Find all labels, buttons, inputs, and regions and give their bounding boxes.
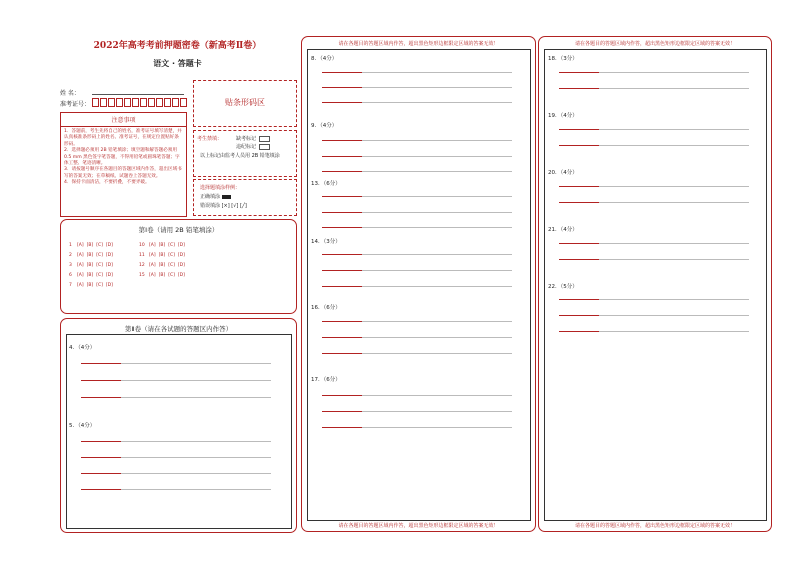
- exam-id-boxes[interactable]: [92, 98, 188, 107]
- notice-box: [60, 112, 187, 217]
- answer-line[interactable]: [559, 331, 599, 332]
- absent-label: 缺考标记: [236, 136, 257, 142]
- answer-line[interactable]: [362, 102, 512, 103]
- answer-line[interactable]: [121, 397, 271, 398]
- mark-box: [193, 130, 297, 177]
- answer-line[interactable]: [559, 129, 599, 130]
- answer-line[interactable]: [599, 145, 749, 146]
- question-13-label: 13．（6分）: [311, 181, 341, 187]
- question-8-label: 8．（4分）: [311, 56, 338, 62]
- answer-line[interactable]: [81, 397, 121, 398]
- exam-id-label: 准考证号：: [60, 101, 91, 108]
- answer-line[interactable]: [322, 411, 362, 412]
- question-4-label: 4．（4分）: [69, 345, 96, 351]
- answer-line[interactable]: [322, 140, 362, 141]
- violation-checkbox[interactable]: [259, 144, 270, 150]
- answer-line[interactable]: [322, 156, 362, 157]
- answer-line[interactable]: [559, 145, 599, 146]
- correct-fill-label: 正确填涂: [200, 194, 221, 200]
- filled-mark-icon: [222, 195, 231, 199]
- answer-line[interactable]: [559, 72, 599, 73]
- choice-row[interactable]: 3 [A] [B] [C] [D]: [69, 262, 113, 268]
- choice-row[interactable]: 1 [A] [B] [C] [D]: [69, 242, 113, 248]
- answer-line[interactable]: [81, 489, 121, 490]
- answer-line[interactable]: [322, 254, 362, 255]
- answer-line[interactable]: [81, 380, 121, 381]
- question-16-label: 16．（6分）: [311, 305, 341, 311]
- answer-line[interactable]: [322, 270, 362, 271]
- answer-line[interactable]: [362, 140, 512, 141]
- answer-line[interactable]: [322, 427, 362, 428]
- answer-line[interactable]: [121, 363, 271, 364]
- question-22-label: 22．（5分）: [548, 284, 578, 290]
- column-2-inner-frame: [307, 49, 531, 521]
- answer-line[interactable]: [362, 427, 512, 428]
- answer-line[interactable]: [362, 72, 512, 73]
- choice-row[interactable]: 10 [A] [B] [C] [D]: [139, 242, 185, 248]
- answer-line[interactable]: [322, 212, 362, 213]
- name-label: 姓 名：: [60, 90, 80, 97]
- answer-line[interactable]: [322, 353, 362, 354]
- answer-line[interactable]: [362, 353, 512, 354]
- boundary-warning-top: 请在各题目的答题区域内作答，超出黑色矩形边框限定区域的答案无效！: [338, 41, 499, 47]
- wrong-fill-label: 错误填涂: [200, 203, 221, 209]
- answer-line[interactable]: [559, 243, 599, 244]
- question-19-label: 19．（4分）: [548, 113, 578, 119]
- answer-line[interactable]: [362, 156, 512, 157]
- answer-line[interactable]: [362, 87, 512, 88]
- answer-line[interactable]: [599, 72, 749, 73]
- question-9-label: 9．（4分）: [311, 123, 338, 129]
- answer-line[interactable]: [362, 337, 512, 338]
- answer-line[interactable]: [322, 395, 362, 396]
- answer-line[interactable]: [81, 363, 121, 364]
- section1-title: 第Ⅰ卷（请用 2B 铅笔填涂）: [138, 226, 219, 234]
- wrong-marks: [×] [√] [╱]: [221, 203, 247, 209]
- section2-title: 第Ⅱ卷（请在各试题的答题区内作答）: [124, 325, 233, 333]
- absent-checkbox[interactable]: [259, 136, 270, 142]
- answer-line[interactable]: [81, 473, 121, 474]
- notice-title: 注意事项: [111, 117, 136, 124]
- boundary-warning-bottom: 请在各题目的答题区域内作答，超出黑色矩形边框限定区域的答案无效！: [338, 523, 499, 529]
- answer-line[interactable]: [121, 457, 271, 458]
- choice-row[interactable]: 7 [A] [B] [C] [D]: [69, 282, 113, 288]
- notice-item: 1．答题前，考生先将自己的姓名，准考证号填写清楚，并认真核准条形码上的姓名、准考证号，在规定位置贴好条形码。: [64, 129, 182, 147]
- name-field[interactable]: [92, 94, 184, 95]
- notice-item: 2．选择题必须用 2B 铅笔填涂；填空题和解答题必须用 0.5 mm 黑色签字笔答题，不得用铅笔或圆珠笔答题；字体工整、笔迹清晰。: [64, 148, 180, 167]
- answer-line[interactable]: [322, 72, 362, 73]
- answer-line[interactable]: [559, 186, 599, 187]
- question-20-label: 20．（4分）: [548, 170, 578, 176]
- choice-group-left: [69, 240, 116, 290]
- answer-line[interactable]: [81, 457, 121, 458]
- question-18-label: 18．（3分）: [548, 56, 578, 62]
- answer-line[interactable]: [322, 286, 362, 287]
- answer-line[interactable]: [559, 315, 599, 316]
- answer-line[interactable]: [599, 243, 749, 244]
- page-title: 2022年高考考前押题密卷（新高考Ⅱ卷）: [93, 41, 262, 51]
- answer-line[interactable]: [599, 331, 749, 332]
- violation-label: 违纪标记: [236, 144, 257, 150]
- answer-line[interactable]: [599, 129, 749, 130]
- answer-line[interactable]: [599, 202, 749, 203]
- answer-line[interactable]: [362, 212, 512, 213]
- column-2-panel: [301, 36, 536, 532]
- answer-line[interactable]: [599, 299, 749, 300]
- answer-line[interactable]: [599, 186, 749, 187]
- answer-line[interactable]: [362, 286, 512, 287]
- answer-line[interactable]: [121, 380, 271, 381]
- answer-line[interactable]: [362, 196, 512, 197]
- mark-label: 考生禁填：: [197, 136, 223, 142]
- subject-subtitle: 语文 · 答题卡: [153, 59, 202, 68]
- answer-line[interactable]: [362, 171, 512, 172]
- answer-line[interactable]: [559, 259, 599, 260]
- barcode-label: 贴条形码区: [225, 98, 265, 107]
- boundary-warning-top: 请在各题目的答题区域内作答，超出黑色矩形边框限定区域的答案无效！: [574, 41, 735, 47]
- choice-row[interactable]: 2 [A] [B] [C] [D]: [69, 252, 113, 258]
- answer-line[interactable]: [559, 88, 599, 89]
- answer-line[interactable]: [599, 315, 749, 316]
- answer-line[interactable]: [322, 227, 362, 228]
- answer-line[interactable]: [599, 259, 749, 260]
- answer-line[interactable]: [322, 337, 362, 338]
- answer-line[interactable]: [362, 321, 512, 322]
- answer-line[interactable]: [81, 441, 121, 442]
- answer-line[interactable]: [121, 489, 271, 490]
- section1-box: [60, 219, 297, 314]
- choice-row[interactable]: 6 [A] [B] [C] [D]: [69, 272, 113, 278]
- answer-line[interactable]: [362, 254, 512, 255]
- boundary-warning-bottom: 请在各题目的答题区域内作答，超出黑色矩形边框限定区域的答案无效！: [574, 523, 735, 529]
- notice-item: 3．请按题号顺序在各题目的答题区域内作答，超出区域书写的答案无效；在草稿纸、试题卷上答题无效。: [64, 167, 182, 179]
- answer-line[interactable]: [362, 395, 512, 396]
- question-17-label: 17．（6分）: [311, 377, 341, 383]
- choice-row[interactable]: 15 [A] [B] [C] [D]: [139, 272, 185, 278]
- question-21-label: 21．（4分）: [548, 227, 578, 233]
- notice-item: 4．保持卡面清洁，不要折叠，不要弄破。: [64, 180, 150, 186]
- column-3-panel: [538, 36, 772, 532]
- question-5-label: 5．（4分）: [69, 423, 96, 429]
- answer-line[interactable]: [362, 227, 512, 228]
- answer-line[interactable]: [322, 87, 362, 88]
- answer-line[interactable]: [559, 299, 599, 300]
- answer-line[interactable]: [322, 171, 362, 172]
- answer-line[interactable]: [362, 411, 512, 412]
- mark-note: 以上标记由监考人员用 2B 铅笔填涂: [200, 153, 280, 159]
- section2-box: [60, 318, 297, 533]
- choice-row[interactable]: 11 [A] [B] [C] [D]: [139, 252, 185, 258]
- answer-line[interactable]: [599, 88, 749, 89]
- answer-line[interactable]: [322, 102, 362, 103]
- answer-line[interactable]: [322, 196, 362, 197]
- choice-row[interactable]: 12 [A] [B] [C] [D]: [139, 262, 185, 268]
- answer-line[interactable]: [322, 321, 362, 322]
- answer-line[interactable]: [362, 270, 512, 271]
- answer-line[interactable]: [559, 202, 599, 203]
- answer-line[interactable]: [121, 473, 271, 474]
- choice-group-right: [139, 240, 188, 280]
- barcode-area: [193, 80, 297, 127]
- fill-example-title: 选择题填涂样例：: [200, 185, 241, 191]
- answer-line[interactable]: [121, 441, 271, 442]
- fill-example-box: [193, 179, 297, 216]
- question-14-label: 14．（3分）: [311, 239, 341, 245]
